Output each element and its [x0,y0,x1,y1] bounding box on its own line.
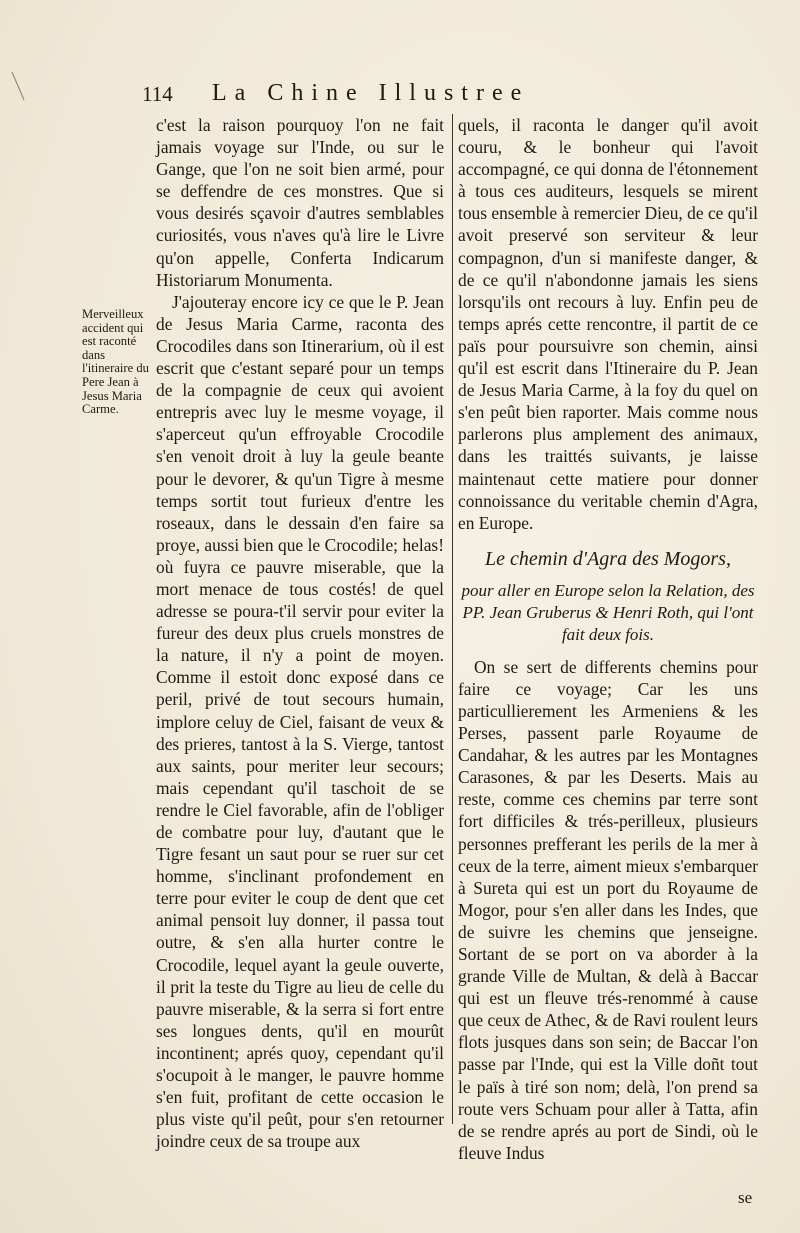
right-column [458,114,758,1164]
page-header [142,80,782,110]
right-paragraph-1: quels, il raconta le danger qu'il avoit couru, & le bonheur qui l'avoit accompagné, ce qui donna de l'étonnement à tous ces auditeurs, lesquels se mirent tous ensemble à remercier Dieu, de ce qu'il avoit preservé son serviteur & leur compagnon, d'un si manifeste danger, & de ce qu'il n'abondonne jamais les siens lorsqu'ils ont recours à luy. Enfin peu de temps aprés cette rencontre, il partit de ce païs pour poursuivre son chemin, ainsi qu'il est escrit dans l'Itineraire du P. Jean de Jesus Maria Carme, à la foy du quel on s'en peût bien raporter. Mais comme nous parlerons plus amplement des animaux, dans les traittés suivants, je laisse maintenaut cette matiere pour donner connoissance du veritable chemin d'Agra, en Europe. [458,115,758,533]
running-title: La Chine Illustree [212,80,530,106]
left-paragraph-2: J'ajouteray encore icy ce que le P. Jean de Jesus Maria Carme, raconta des Crocodiles dans son Itinerarium, où il est escrit que c'estant separé pour un temps de la compagnie de ceux qui avoient entrepris avec luy le mesme voyage, il s'aperceut qu'un effroyable Crocodile s'en venoit droit à luy la geule beante pour le devorer, & qu'un Tigre à mesme temps sortit tout furieux d'entre les roseaux, dans le dessain d'en faire sa proye, aussi bien que le Crocodile; helas! où fuyra ce pauvre miserable, que la mort menace de tous costés! de quel adresse se poura-t'il servir pour eviter la fureur des deux plus cruels monstres de la nature, il n'y a point de moyen. Comme il estoit donc exposé dans ce peril, privé de tout secours humain, implore celuy de Ciel, faisant de veux & des prieres, tantost à la S. Vierge, tantost aux saints, pour meriter leur secours; mais cependant qu'il taschoit de se rendre le Ciel favorable, afin de l'obliger de combatre pour luy, d'autant que le Tigre fesant un saut pour se ruer sur cet homme, s'inclinant profondement en terre pour eviter le coup de dent que cet animal pensoit luy donner, il passa tout outre, & s'en alla hurter contre le Crocodile, lequel ayant la geule ouverte, il prit la teste du Tigre au lieu de celle du pauvre miserable, & la serra si fort entre ses longues dents, qu'il en mourût incontinent; aprés quoy, cependant qu'il s'ocupoit à le manger, le pauvre homme s'en fuit, profitant de cette occasion le plus viste qu'il peût, pour s'en retourner joindre ceux de sa troupe aux [156,291,444,1152]
section-subheading: pour aller en Europe selon la Relation, des PP. Jean Gruberus & Henri Roth, qui l'ont fait deux fois. [461,580,755,644]
margin-note: Merveilleux accident qui est raconté dans l'itineraire du Pere Jean à Jesus Maria Carme. [82,307,149,417]
section-heading: Le chemin d'Agra des Mogors, [485,547,731,570]
left-column [156,114,444,1152]
catchword: se [738,1188,753,1207]
page-number: 114 [142,82,173,106]
ink-mark-icon [10,70,28,110]
column-divider [452,114,453,1124]
right-paragraph-2: On se sert de differents chemins pour faire ce voyage; Car les uns particullierement les Armeniens & les Perses, passent parle Royaume de Candahar, & les autres par les Montagnes Carasones, & par les Deserts. Mais au reste, comme ces chemins par terre sont fort difficiles & trés-perilleux, plusieurs personnes prefferant les perils de la mer à ceux de la terre, aiment mieux s'embarquer à Sureta qui est un port du Royaume de Mogor, pour s'en aller dans les Indes, que de suivre les chemins que jenseigne. Sortant de se port on va aborder à la grande Ville de Multan, & delà à Baccar qui est un fleuve trés-renommé à cause que ceux de Athec, & de Ravi roulent leurs flots jusques dans son sein; de Baccar l'on passe par l'Inde, qui est la Ville doñt tout le païs à tiré son nom; delà, l'on prend sa route vers Schuam pour aller à Tatta, afin de se rendre aprés au port de Sindi, où le fleuve Indus [458,656,758,1163]
left-paragraph-1: c'est la raison pourquoy l'on ne fait jamais voyage sur l'Inde, ou sur le Gange, que l'on ne soit bien armé, pour se deffendre de ces monstres. Que si vous desirés sçavoir d'autres semblables curiosités, vous n'aves qu'à lire le Livre qu'on appelle, Conferta Indicarum Historiarum Monumenta. [156,115,444,290]
